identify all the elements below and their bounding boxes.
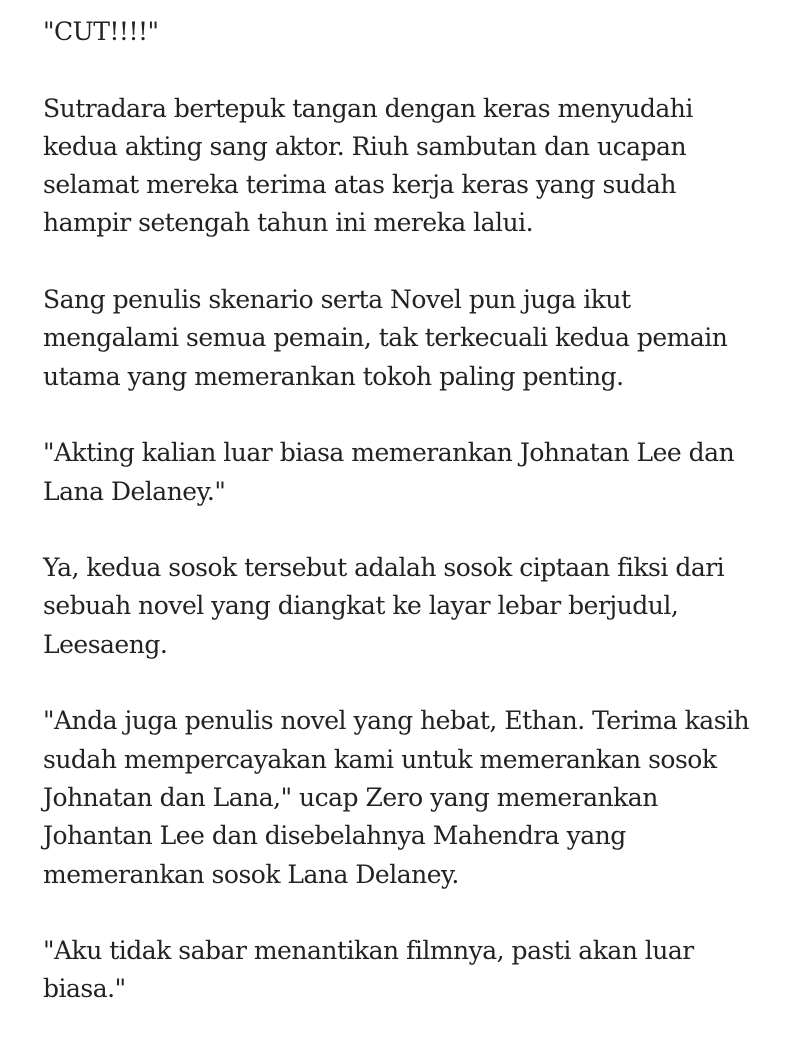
paragraph-1: "CUT!!!!" <box>43 17 159 46</box>
story-text <box>43 13 763 1009</box>
paragraph-5: Ya, kedua sosok tersebut adalah sosok ciptaan fiksi dari sebuah novel yang diangkat ke layar lebar berjudul, Leesaeng. <box>43 553 725 659</box>
paragraph-7: "Aku tidak sabar menantikan filmnya, pasti akan luar biasa." <box>43 936 694 1004</box>
paragraph-4: "Akting kalian luar biasa memerankan Johnatan Lee dan Lana Delaney." <box>43 438 735 506</box>
paragraph-3: Sang penulis skenario serta Novel pun juga ikut mengalami semua pemain, tak terkecuali kedua pemain utama yang memerankan tokoh paling penting. <box>43 285 728 391</box>
paragraph-2: Sutradara bertepuk tangan dengan keras menyudahi kedua akting sang aktor. Riuh sambutan dan ucapan selamat mereka terima atas kerja keras yang sudah hampir setengah tahun ini mereka lalui. <box>43 93 693 238</box>
paragraph-6: "Anda juga penulis novel yang hebat, Ethan. Terima kasih sudah mempercayakan kami untuk memerankan sosok Johnatan dan Lana," ucap Zero yang memerankan Johantan Lee dan disebelahnya Mahendra yang memerankan sosok Lana Delaney. <box>43 706 750 889</box>
